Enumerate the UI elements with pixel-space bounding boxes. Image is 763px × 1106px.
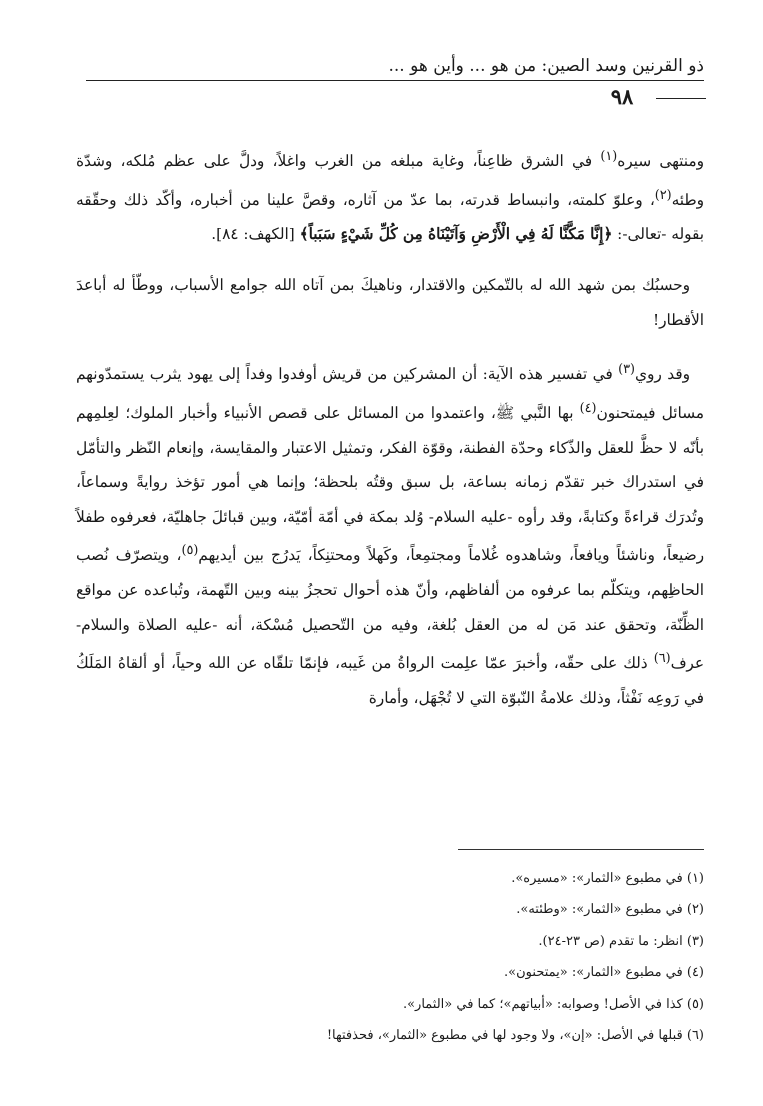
paragraph-3 <box>76 353 704 715</box>
footnote-3: (٣) انظر: ما تقدم (ص ٢٣-٢٤). <box>538 933 704 949</box>
text-segment: ، وعلوّ كلمته، وانبساط قدرته، بما عدّ من آثاره، وقصَّ علينا من أخباره، وأكّد ذلك وحقّقه بقوله -تعالى-: <box>76 190 704 244</box>
footnote-5: (٥) كذا في الأصل! وصوابه: «أبياتهم»؛ كما في «الثمار». <box>402 996 704 1012</box>
footnotes <box>100 863 704 1051</box>
text-segment: ومنتهى سيره <box>617 152 704 171</box>
footnote-2: (٢) في مطبوع «الثمار»: «وطئته». <box>516 902 704 918</box>
text-segment: بها النَّبي ﷺ، واعتمدوا من المسائل على قصص الأنبياء وأخبار الملوك؛ لعِلمِهم بأنّه لا حظَّ للعقل والذّكاء وحدّة الفطنة، وقوّة الفكر، وتمثيل الاعتبار والمقايسة، وإنعام النّظر والتأمّل في استدراك خبر تقدّم زمانه بساعة، بل سبق وقتُه بلحظة؛ وإنما هي أمور تؤخذ روايةً وسماعاً، وتُدرَك قراءةً وكتابةً، وقد رأوه -عليه السلام- وُلد بمكة في أمّة أمّيّة، وبين قبائلَ جاهليّة، فعرفوه طفلاً رضيعاً، وناشئاً ويافعاً، وشاهدوه غُلاماً ومجتمِعاً، وكَهلاً ومحتنِكاً، يَدرُج بين أيديهم <box>76 403 704 565</box>
running-title: ذو القرنين وسد الصين: من هو ... وأين هو ... <box>388 56 704 76</box>
page-number: ٩٨ <box>588 84 656 109</box>
paragraph-1 <box>76 140 704 252</box>
footnote-ref-4: (٤) <box>579 400 597 416</box>
text-segment: وحسبُك بمن شهد الله له بالتّمكين والاقتدار، وناهيكَ بمن آتاه الله جوامع الأسباب، ووطّأ له أباعدَ الأقطار! <box>76 275 704 329</box>
footnote-6: (٦) قبلها في الأصل: «إن»، ولا وجود لها في مطبوع «الثمار»، فحذفتها! <box>326 1028 704 1044</box>
footnote-ref-6: (٦) <box>653 651 671 667</box>
paragraph-2 <box>76 268 704 337</box>
footnote-ref-2: (٢) <box>654 187 672 203</box>
footnote-ref-5: (٥) <box>181 543 199 559</box>
footnote-1: (١) في مطبوع «الثمار»: «مسيره». <box>511 871 704 886</box>
footnote-4: (٤) في مطبوع «الثمار»: «يمتحنون». <box>504 965 704 981</box>
text-segment: في الشرق ظاعِناً، وغاية مبلغه من الغرب واغلاً، ودلَّ على عظم مُلكه، وشدّة وطئه <box>76 152 704 209</box>
footnote-separator <box>458 849 704 850</box>
text-segment: وقد روي <box>635 365 690 384</box>
quran-verse: ﴿إِنَّا مَكَّنَّا لَهُ فِي الْأَرْضِ وَآتَيْنَاهُ مِن كُلِّ شَيْءٍ سَبَباً﴾ <box>299 225 613 244</box>
footnote-ref-1: (١) <box>600 149 618 164</box>
text-segment: ذلك على حقّه، وأخبرَ عمّا علِمت الرواةُ من غَيبه، فإنمّا تلقّاه عن الله وحياً، أو ألقاهُ المَلَكُ في رَوعِه نَفْثاً، وذلك علامةُ النّبوّة التي لا تُجْهَل، وأمارة <box>76 654 704 707</box>
footnote-ref-3: (٣) <box>618 362 635 378</box>
running-header <box>86 56 704 81</box>
text-segment: ، ويتصرّف نُصب الحاظِهم، ويتكلّم بما عرفوه من ألفاظهم، وأنّ هذه أحوال تحجزُ بينه وبين التّهمة، وتُباعده عن مواقع الظِّنّة، وتحقق عند مَن له من العقل بُلغة، وفيه من التّحصيل مُسْكة، أنه -عليه الصلاة والسلام- عرف <box>76 546 704 673</box>
verse-reference: [الكهف: ٨٤]. <box>211 225 300 244</box>
text-segment: في تفسير هذه الآية: أن المشركين من قريش أوفدوا وفداً إلى يهود يثرب يستمدّونهم مسائل فيمتحنون <box>76 365 704 422</box>
main-text <box>76 140 704 731</box>
